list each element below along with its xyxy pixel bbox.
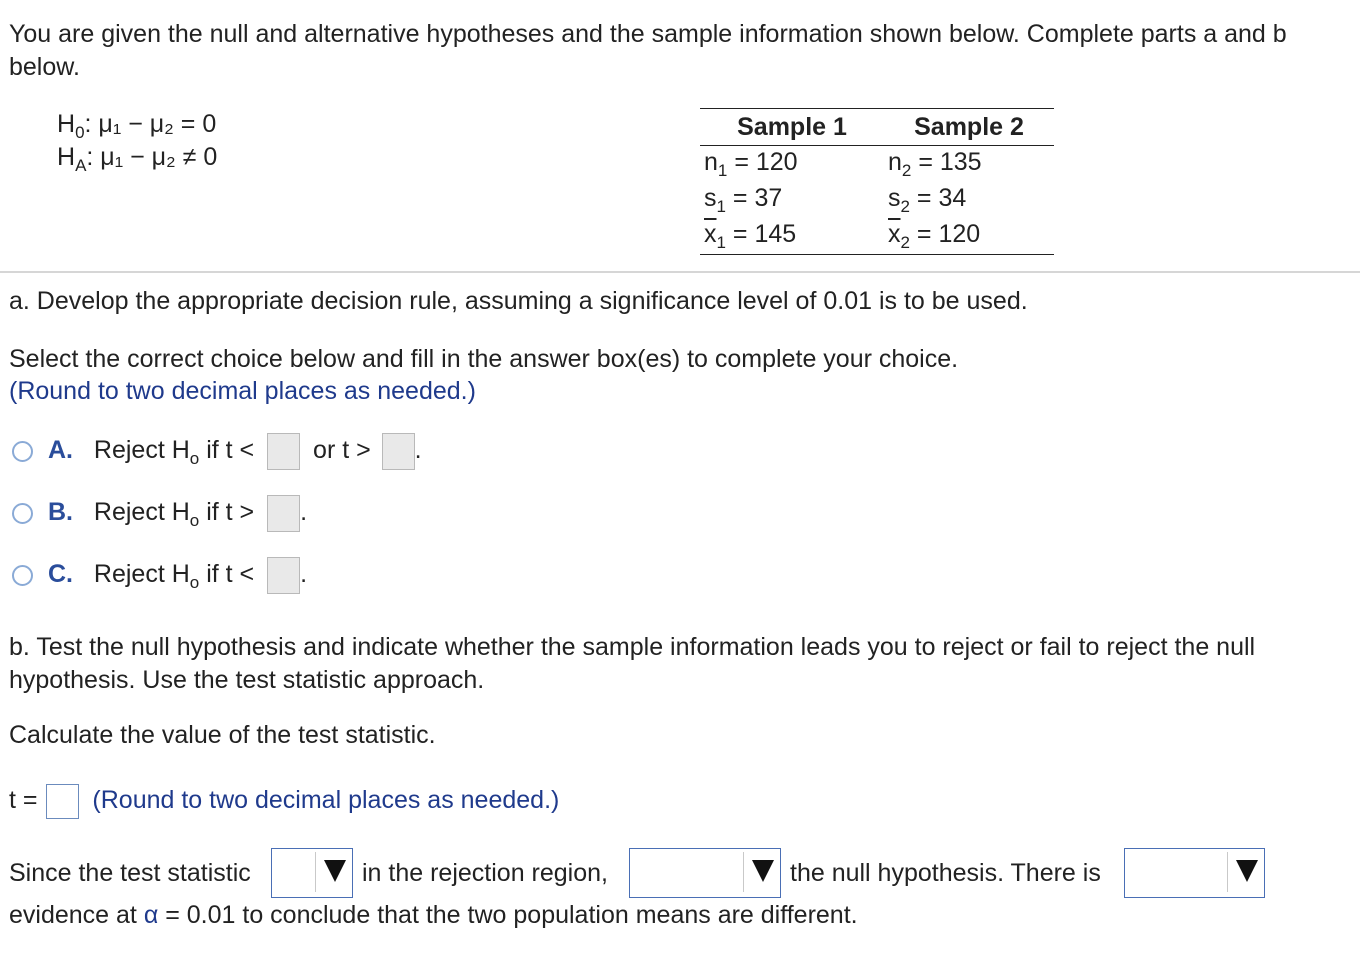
is-is-not-dropdown[interactable] [271, 848, 353, 898]
option-c-text: Reject $H_o$ if t < [93, 560, 255, 592]
option-c-box[interactable] [267, 557, 300, 594]
part-b-question: b. Test the null hypothesis and indicate whether the sample information leads you to reject or fail to reject the null hypothesis. Use the test statistic approach. [9, 633, 1256, 694]
option-a-letter: A. [47, 436, 73, 464]
s1-cell: $s_1 = 37$ [704, 183, 783, 216]
sample1-header: Sample 1 [737, 112, 847, 141]
option-a-or-text: or t > [313, 436, 371, 464]
part-a-round-note: (Round to two decimal places as needed.) [9, 377, 476, 405]
option-b-box[interactable] [267, 495, 300, 532]
null-hypothesis: $H_0$: μ₁ − μ₂ = 0 [57, 110, 217, 142]
option-b[interactable]: B. Reject $H_o$ if t > . [12, 492, 307, 532]
option-a-lower-box[interactable] [267, 433, 300, 470]
evidence-dropdown[interactable] [1124, 848, 1265, 898]
part-a-instruction: Select the correct choice below and fill in the answer box(es) to complete your choice. [9, 345, 959, 373]
option-a[interactable]: A. Reject $H_o$ if t < or t > . [12, 430, 422, 470]
t-round-note: (Round to two decimal places as needed.) [92, 786, 560, 814]
section-divider [0, 271, 1360, 273]
sample-info-table [700, 108, 1054, 255]
t-label: t = [9, 786, 38, 814]
since-text-1: Since the test statistic [9, 859, 251, 887]
evidence-text: evidence at α = 0.01 to conclude that the two population means are different. [9, 901, 858, 929]
s2-cell: $s_2 = 34$ [888, 183, 967, 216]
n1-cell: $n_1 = 120$ [704, 147, 798, 180]
n2-cell: $n_2 = 135$ [888, 147, 982, 180]
part-b-calc: Calculate the value of the test statistic. [9, 721, 436, 749]
problem-intro: You are given the null and alternative hypotheses and the sample information shown below. Complete parts a and b below. [9, 20, 1287, 81]
dropdown-arrow-icon [752, 860, 774, 882]
sample2-header: Sample 2 [914, 112, 1024, 141]
x1-cell: $\overline{x}_1 = 145$ [704, 219, 797, 252]
alternative-hypothesis: $H_A$: μ₁ − μ₂ ≠ 0 [57, 143, 218, 175]
since-text-3: the null hypothesis. There is [790, 859, 1101, 887]
dropdown-arrow-icon [324, 860, 346, 882]
option-c-radio[interactable] [12, 565, 33, 586]
option-c[interactable]: C. Reject $H_o$ if t < . [12, 554, 307, 594]
since-text-2: in the rejection region, [362, 859, 608, 887]
part-a-question: a. Develop the appropriate decision rule, assuming a significance level of 0.01 is to be used. [9, 287, 1028, 315]
option-b-letter: B. [47, 498, 73, 526]
option-b-text: Reject $H_o$ if t > [93, 498, 255, 530]
t-statistic-input[interactable] [46, 784, 79, 819]
x2-cell: $\overline{x}_2 = 120$ [888, 219, 981, 252]
dropdown-arrow-icon [1236, 860, 1258, 882]
option-a-text: Reject $H_o$ if t < [93, 436, 255, 468]
reject-decision-dropdown[interactable] [629, 848, 781, 898]
option-b-radio[interactable] [12, 503, 33, 524]
option-a-upper-box[interactable] [382, 433, 415, 470]
option-c-letter: C. [47, 560, 73, 588]
t-statistic-row [9, 780, 559, 820]
option-a-radio[interactable] [12, 441, 33, 462]
